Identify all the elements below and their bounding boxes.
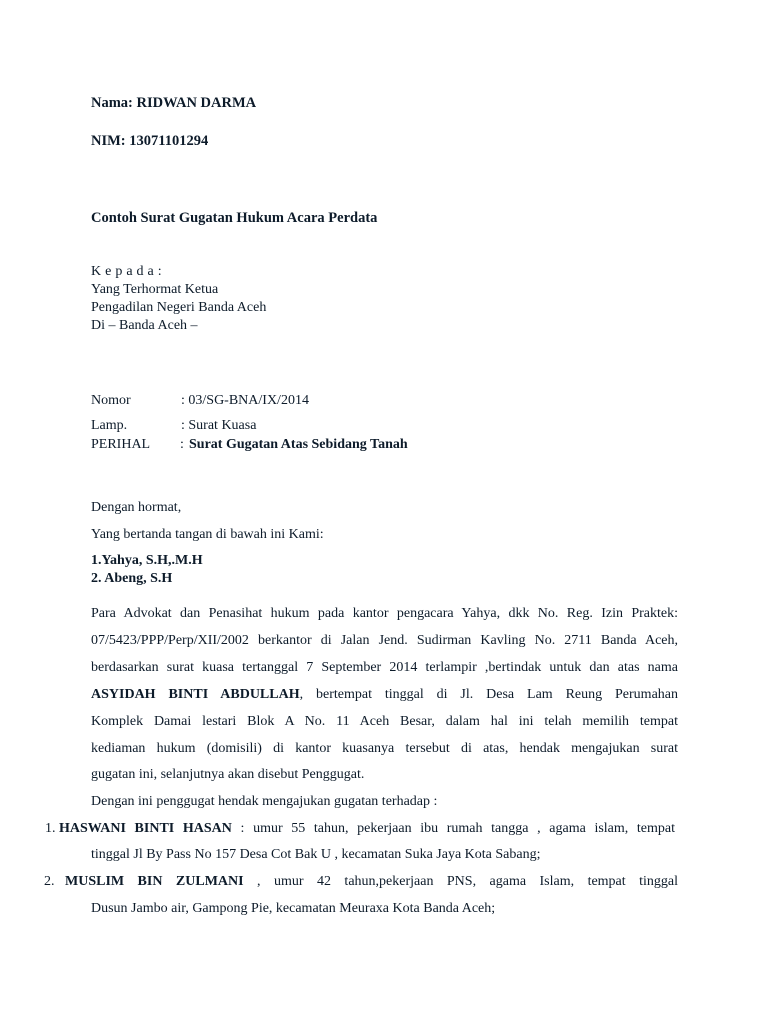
- defendant-1-line-1: [59, 821, 675, 837]
- body-line-3: berdasarkan surat kuasa tertanggal 7 September 2014 terlampir ,bertindak untuk dan atas nama: [91, 660, 678, 675]
- defendant-2-line-2: Dusun Jambo air, Gampong Pie, kecamatan Meuraxa Kota Banda Aceh;: [91, 901, 496, 916]
- perihal-label: PERIHAL: [91, 437, 151, 452]
- body-line-2: 07/5423/PPP/Perp/XII/2002 berkantor di Jalan Jend. Sudirman Kavling No. 2711 Banda Aceh,: [91, 633, 678, 648]
- nomor-value: : 03/SG-BNA/IX/2014: [181, 393, 309, 408]
- greeting: Dengan hormat,: [91, 500, 182, 515]
- defendant-1-number: 1.: [45, 821, 56, 836]
- defendant-1-details: : umur 55 tahun, pekerjaan ibu rumah tangga , agama islam, tempat: [240, 821, 675, 836]
- body-line-4-rest: , bertempat tinggal di Jl. Desa Lam Reung Perumahan: [299, 687, 678, 702]
- perihal-colon: :: [180, 437, 184, 452]
- body-line-6: kediaman hukum (domisili) di kantor kuasanya tersebut di atas, hendak mengajukan surat: [91, 741, 678, 756]
- body-line-4: [91, 687, 678, 703]
- recipient-line-1: Yang Terhormat Ketua: [91, 282, 219, 297]
- defendant-2-line-1: [65, 874, 678, 890]
- defendant-1-line-2: tinggal Jl By Pass No 157 Desa Cot Bak U , kecamatan Suka Jaya Kota Sabang;: [91, 847, 541, 862]
- defendants-intro: Dengan ini penggugat hendak mengajukan gugatan terhadap :: [91, 794, 438, 809]
- student-name: Nama: RIDWAN DARMA: [91, 95, 257, 111]
- recipient-kepada: Kepada:: [91, 264, 166, 279]
- defendant-2-name: MUSLIM BIN ZULMANI: [65, 874, 244, 889]
- body-line-5: Komplek Damai lestari Blok A No. 11 Aceh Besar, dalam hal ini telah memilih tempat: [91, 714, 678, 729]
- recipient-line-3: Di – Banda Aceh –: [91, 318, 198, 333]
- body-line-1: Para Advokat dan Penasihat hukum pada kantor pengacara Yahya, dkk No. Reg. Izin Praktek:: [91, 606, 678, 621]
- document-title: Contoh Surat Gugatan Hukum Acara Perdata: [91, 210, 378, 226]
- plaintiff-name: ASYIDAH BINTI ABDULLAH: [91, 687, 300, 702]
- student-nim: NIM: 13071101294: [91, 133, 209, 149]
- defendant-2-details: , umur 42 tahun,pekerjaan PNS, agama Islam, tempat tinggal: [257, 874, 678, 889]
- intro-text: Yang bertanda tangan di bawah ini Kami:: [91, 527, 324, 542]
- lawyer-2: 2. Abeng, S.H: [91, 571, 173, 586]
- defendant-2-number: 2.: [44, 874, 55, 889]
- lamp-label: Lamp.: [91, 418, 128, 433]
- lamp-value: : Surat Kuasa: [181, 418, 257, 433]
- defendant-1-name: HASWANI BINTI HASAN: [59, 821, 232, 836]
- body-line-7: gugatan ini, selanjutnya akan disebut Penggugat.: [91, 767, 365, 782]
- perihal-value: Surat Gugatan Atas Sebidang Tanah: [189, 437, 408, 452]
- lawyer-1: 1.Yahya, S.H,.M.H: [91, 553, 203, 568]
- nomor-label: Nomor: [91, 393, 131, 408]
- recipient-line-2: Pengadilan Negeri Banda Aceh: [91, 300, 267, 315]
